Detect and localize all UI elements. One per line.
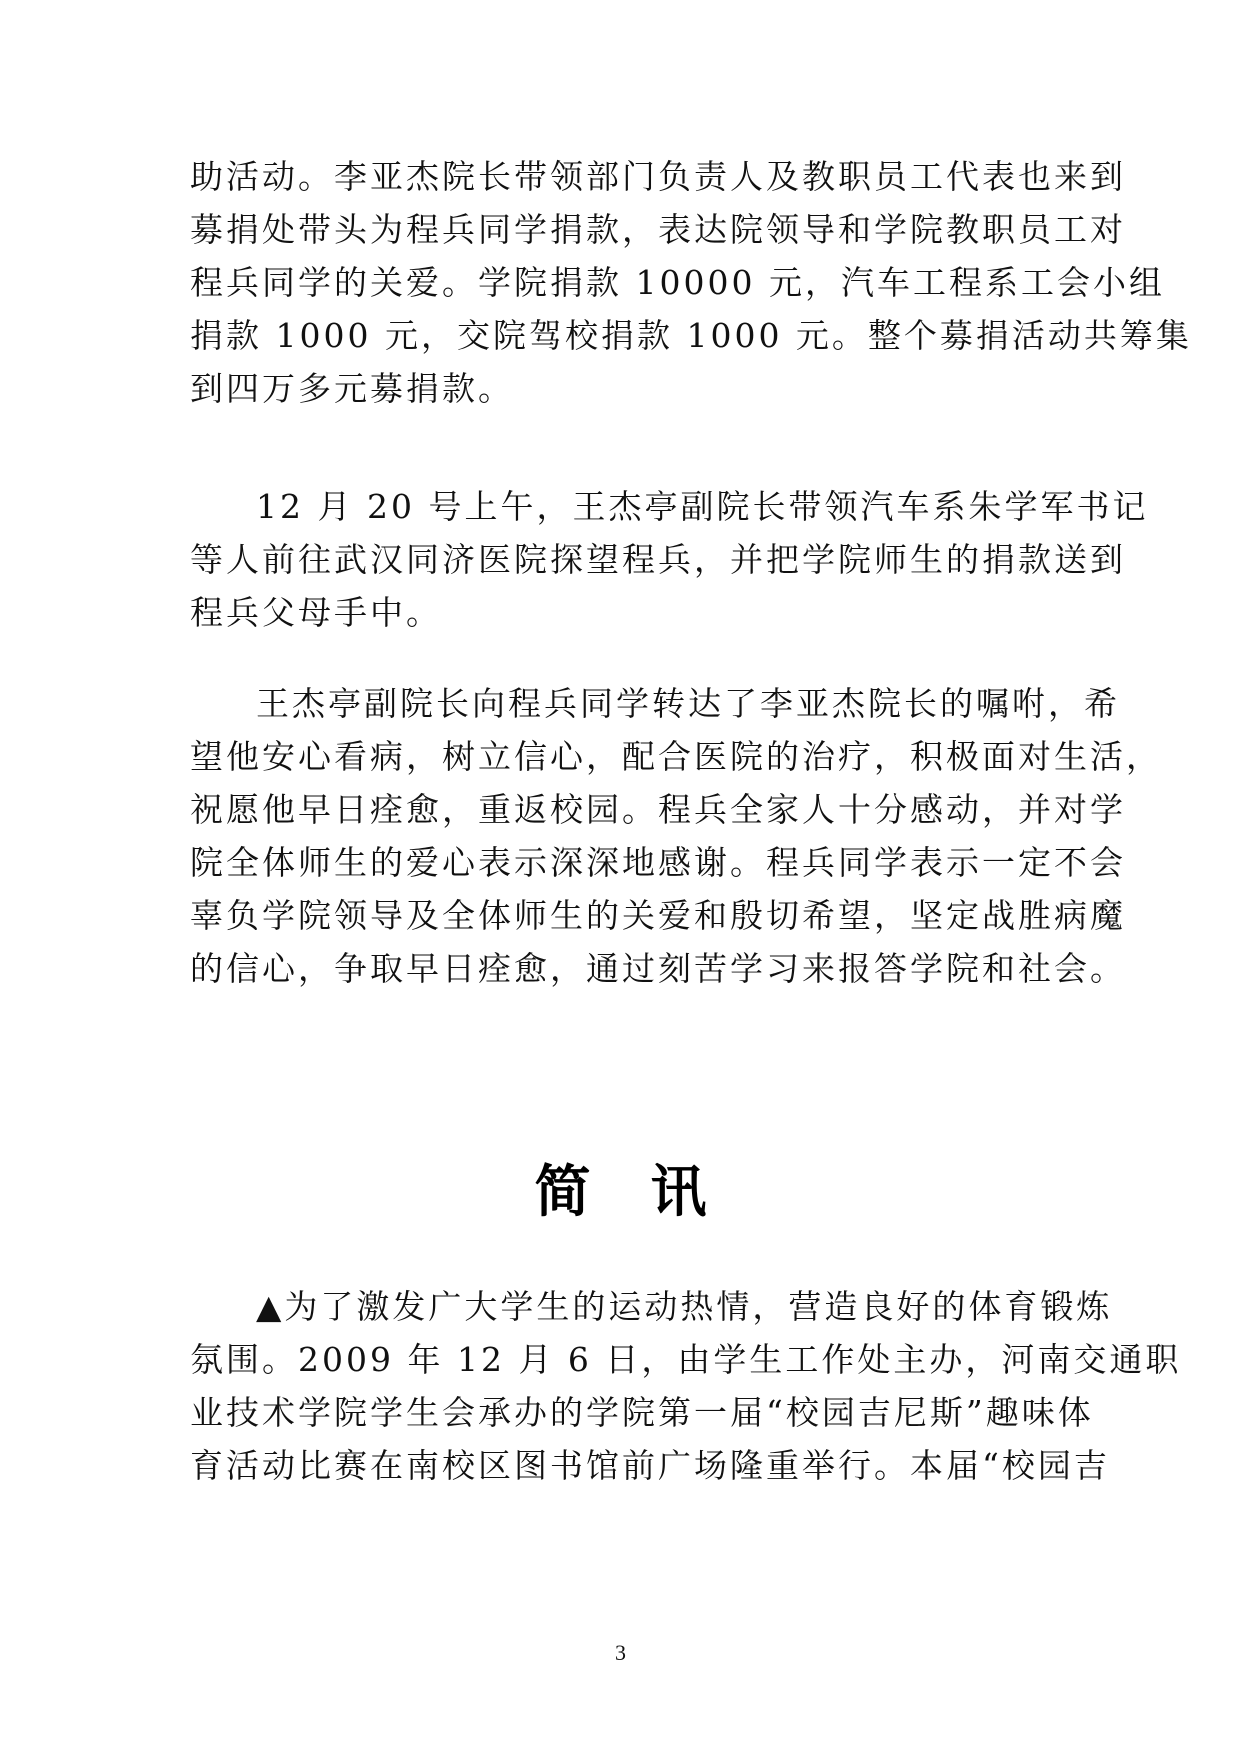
- text-line: 氛围。2009 年 12 月 6 日，由学生工作处主办，河南交通职: [190, 1340, 1182, 1379]
- text-line: 捐款 1000 元，交院驾校捐款 1000 元。整个募捐活动共筹集: [190, 316, 1192, 355]
- text-line: 望他安心看病，树立信心，配合医院的治疗，积极面对生活，: [190, 737, 1162, 776]
- paragraph-news: [190, 1280, 1182, 1492]
- text-line: 王杰亭副院长向程兵同学转达了李亚杰院长的嘱咐，希: [256, 684, 1120, 723]
- text-line: 业技术学院学生会承办的学院第一届“校园吉尼斯”趣味体: [190, 1393, 1094, 1432]
- section-title: 简讯: [534, 1159, 767, 1225]
- text-line: 的信心，争取早日痊愈，通过刻苦学习来报答学院和社会。: [190, 949, 1126, 988]
- page-number: 3: [615, 1640, 626, 1665]
- text-line: 院全体师生的爱心表示深深地感谢。程兵同学表示一定不会: [190, 843, 1126, 882]
- text-line: 等人前往武汉同济医院探望程兵，并把学院师生的捐款送到: [190, 540, 1126, 579]
- paragraph-encouragement: [190, 677, 1162, 995]
- text-line: 育活动比赛在南校区图书馆前广场隆重举行。本届“校园吉: [190, 1446, 1110, 1485]
- paragraph-hospital-visit: [190, 480, 1149, 639]
- text-line: 程兵父母手中。: [190, 593, 442, 632]
- text-line: 程兵同学的关爱。学院捐款 10000 元，汽车工程系工会小组: [190, 263, 1165, 302]
- paragraph-donation: [190, 150, 1192, 415]
- text-line: 募捐处带头为程兵同学捐款，表达院领导和学院教职员工对: [190, 210, 1126, 249]
- text-line: 祝愿他早日痊愈，重返校园。程兵全家人十分感动，并对学: [190, 790, 1126, 829]
- text-line: 助活动。李亚杰院长带领部门负责人及教职员工代表也来到: [190, 157, 1126, 196]
- text-line: 辜负学院领导及全体师生的关爱和殷切希望，坚定战胜病魔: [190, 896, 1126, 935]
- text-line: ▲为了激发广大学生的运动热情，营造良好的体育锻炼: [256, 1287, 1113, 1326]
- text-line: 12 月 20 号上午，王杰亭副院长带领汽车系朱学军书记: [256, 487, 1149, 526]
- text-line: 到四万多元募捐款。: [190, 369, 514, 408]
